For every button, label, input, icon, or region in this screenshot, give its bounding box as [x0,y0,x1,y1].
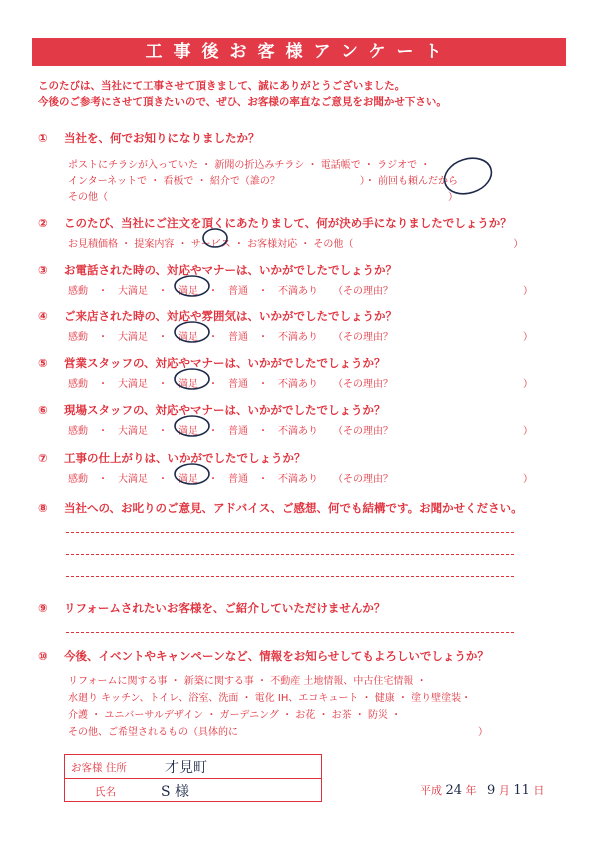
question-text: 営業スタッフの、対応やマナーは、いかがでしたでしょうか？ [64,356,386,370]
question-number: ⑨ [38,601,48,615]
question-number: ⑥ [38,403,48,417]
circle-mark-q1 [440,152,496,199]
date-year[interactable]: 24 [445,783,463,798]
month-unit: 月 [498,784,510,797]
day-unit: 日 [533,784,545,797]
name-row [65,778,321,802]
name-label: 氏名 [95,786,116,798]
era-label: 平成 [420,784,442,797]
q2-options: お見積価格 ・ 提案内容 ・ サービス ・ お客様対応 ・ その他（ ） [68,239,524,250]
q7-options: 感動 ・ 大満足 ・ 満足 ・ 普通 ・ 不満あり （その理由？ ） [68,474,533,485]
circle-mark-q3 [175,276,209,296]
question-number: ⑩ [38,649,48,663]
q10-options-line-3: 介護 ・ ユニバーサルデザイン ・ ガーデニング ・ お花 ・ お茶 ・ 防災 ・ [68,710,402,721]
q10-options-line-1: リフォームに関する事 ・ 新築に関する事 ・ 不動産 土地情報、中古住宅情報 ・ [68,676,427,687]
circle-mark-q5 [175,369,209,389]
question-text: 工事の仕上がりは、いかがでしたでしょうか？ [64,451,306,465]
q5-options: 感動 ・ 大満足 ・ 満足 ・ 普通 ・ 不満あり （その理由？ ） [68,379,533,390]
date-field [420,782,544,798]
intro-line-2: 今後のご参考にさせて頂きたいので、ぜひ、お客様の率直なご意見をお聞かせ下さい。 [38,96,447,108]
q1-options-line-3: その他（ ） [68,192,458,203]
question-text: ご来店された時の、対応や雰囲気は、いかがでしたでしょうか？ [64,309,398,323]
survey-title: 工事後お客様アンケート [32,38,566,66]
question-text: リフォームされたいお客様を、ご紹介していただけませんか？ [64,601,386,615]
q4-options: 感動 ・ 大満足 ・ 満足 ・ 普通 ・ 不満あり （その理由？ ） [68,332,533,343]
question-text: お電話された時の、対応やマナーは、いかがでしたでしょうか？ [64,263,398,277]
question-number: ① [38,131,48,145]
question-text: 現場スタッフの、対応やマナーは、いかがでしたでしょうか？ [64,403,386,417]
name-value[interactable]: S 様 [161,784,190,800]
q1-options-line-2: インターネットで ・ 看板で ・ 紹介で（誰の？ ）・ 前回も頼んだから [68,176,458,187]
intro-line-1: このたびは、当社にて工事させて頂きまして、誠にありがとうございました。 [38,80,406,92]
circle-mark-q6 [175,416,209,436]
q10-options-line-4: その他、ご希望されるもの（具体的に ） [68,727,488,738]
question-number: ⑧ [38,501,48,515]
address-row [65,755,321,778]
question-number: ② [38,216,48,230]
question-number: ⑦ [38,451,48,465]
question-text: 当社を、何でお知りになりましたか？ [64,131,260,145]
question-text: 今後、イベントやキャンペーンなど、情報をお知らせしてもよろしいでしょうか？ [64,649,489,663]
customer-info-box [64,754,322,802]
address-label: お客様 住所 [71,762,127,774]
q10-options-line-2: 水廻り キッチン、トイレ、浴室、洗面 ・ 電化 IH、エコキュート ・ 健康 ・ 塗り壁塗装・ [68,693,472,704]
question-number: ④ [38,309,48,323]
circle-mark-q4 [175,322,209,342]
circle-mark-q7 [175,464,209,484]
q1-options-line-1: ポストにチラシが入っていた ・ 新聞の折込みチラシ ・ 電話帳で ・ ラジオで ・ [68,160,431,171]
question-text: このたび、当社にご注文を頂くにあたりまして、何が決め手になりましたでしょうか？ [64,216,512,230]
q3-options: 感動 ・ 大満足 ・ 満足 ・ 普通 ・ 不満あり （その理由？ ） [68,286,533,297]
date-month[interactable]: 9 [487,783,496,798]
circle-mark-q2 [203,229,227,247]
question-text: 当社への、お叱りのご意見、アドバイス、ご感想、何でも結構です。お聞かせください。 [64,501,523,515]
q6-options: 感動 ・ 大満足 ・ 満足 ・ 普通 ・ 不満あり （その理由？ ） [68,426,533,437]
question-number: ③ [38,263,48,277]
address-value[interactable]: 才見町 [165,760,207,776]
question-number: ⑤ [38,356,48,370]
date-day[interactable]: 11 [513,783,530,798]
year-unit: 年 [465,784,477,797]
